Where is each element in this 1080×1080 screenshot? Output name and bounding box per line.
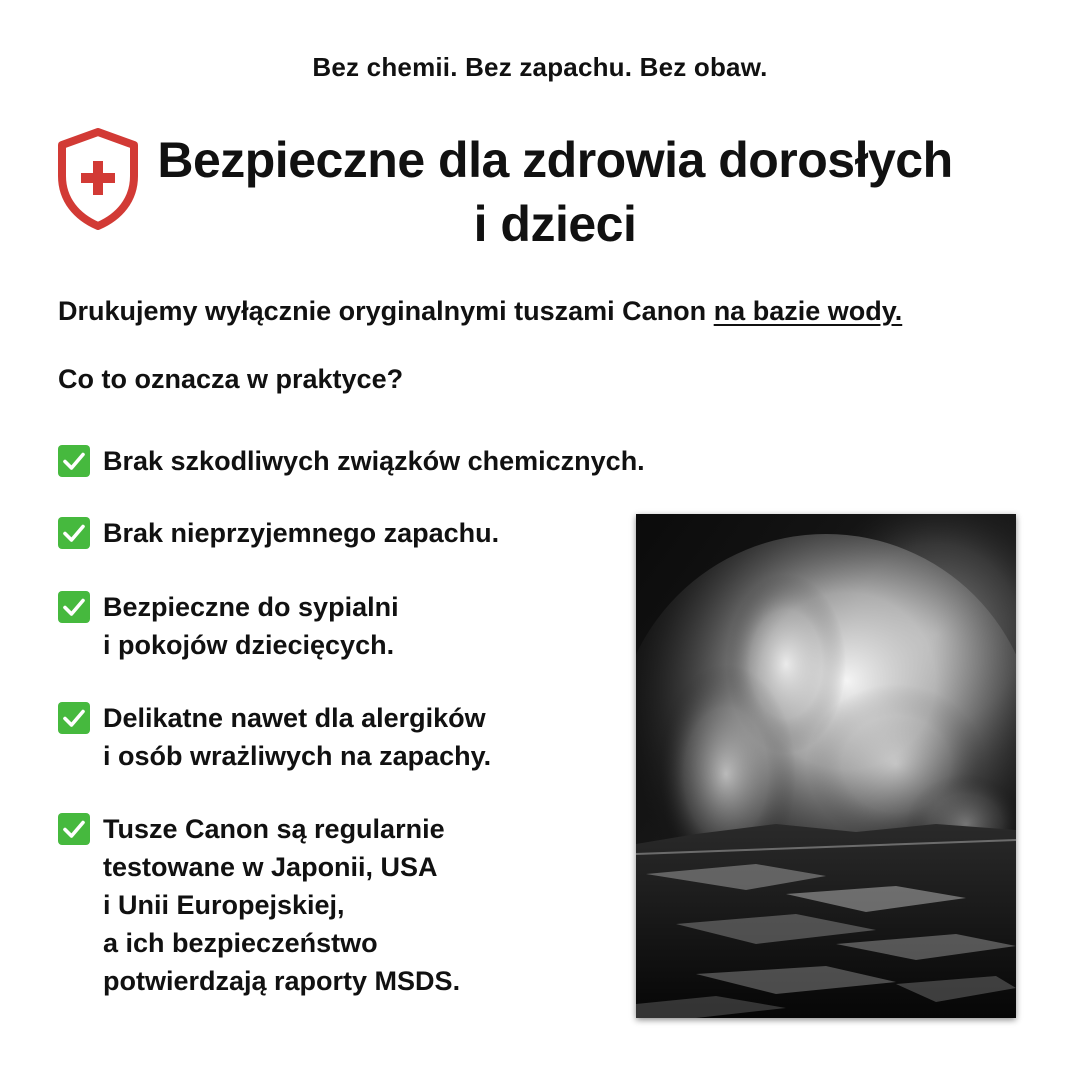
- check-box-icon: [58, 517, 90, 549]
- list-item-line: i pokojów dziecięcych.: [103, 630, 395, 660]
- title-line-1: Bezpieczne dla zdrowia dorosłych: [157, 132, 953, 188]
- list-item-line: Delikatne nawet dla alergików: [103, 703, 486, 733]
- check-box-icon: [58, 591, 90, 623]
- list-item-line: i Unii Europejskiej,: [103, 890, 345, 920]
- list-item-line: i osób wrażliwych na zapachy.: [103, 741, 492, 771]
- check-box-icon: [58, 445, 90, 477]
- intro-text: [58, 296, 902, 327]
- list-item-line: a ich bezpieczeństwo: [103, 928, 378, 958]
- title-line-2: i dzieci: [473, 196, 637, 252]
- list-item: [58, 810, 460, 1000]
- wave-photo: [636, 514, 1016, 1018]
- shield-cross-icon: [56, 128, 140, 230]
- question-heading: Co to oznacza w praktyce?: [58, 364, 404, 394]
- list-item-line: potwierdzają raporty MSDS.: [103, 966, 461, 996]
- list-item: [58, 699, 491, 775]
- list-item-line: Tusze Canon są regularnie: [103, 814, 445, 844]
- list-item: [58, 588, 399, 664]
- list-item-line: Brak szkodliwych związków chemicznych.: [103, 446, 645, 476]
- list-item: [58, 514, 499, 552]
- tagline: Bez chemii. Bez zapachu. Bez obaw.: [312, 52, 768, 82]
- list-item: [58, 442, 645, 480]
- page-title: [130, 128, 980, 256]
- list-item-line: testowane w Japonii, USA: [103, 852, 438, 882]
- intro-underlined: na bazie wody.: [713, 296, 903, 326]
- list-item-line: Brak nieprzyjemnego zapachu.: [103, 518, 500, 548]
- check-box-icon: [58, 813, 90, 845]
- list-item-line: Bezpieczne do sypialni: [103, 592, 399, 622]
- check-box-icon: [58, 702, 90, 734]
- intro-main: Drukujemy wyłącznie oryginalnymi tuszami Canon: [58, 296, 707, 326]
